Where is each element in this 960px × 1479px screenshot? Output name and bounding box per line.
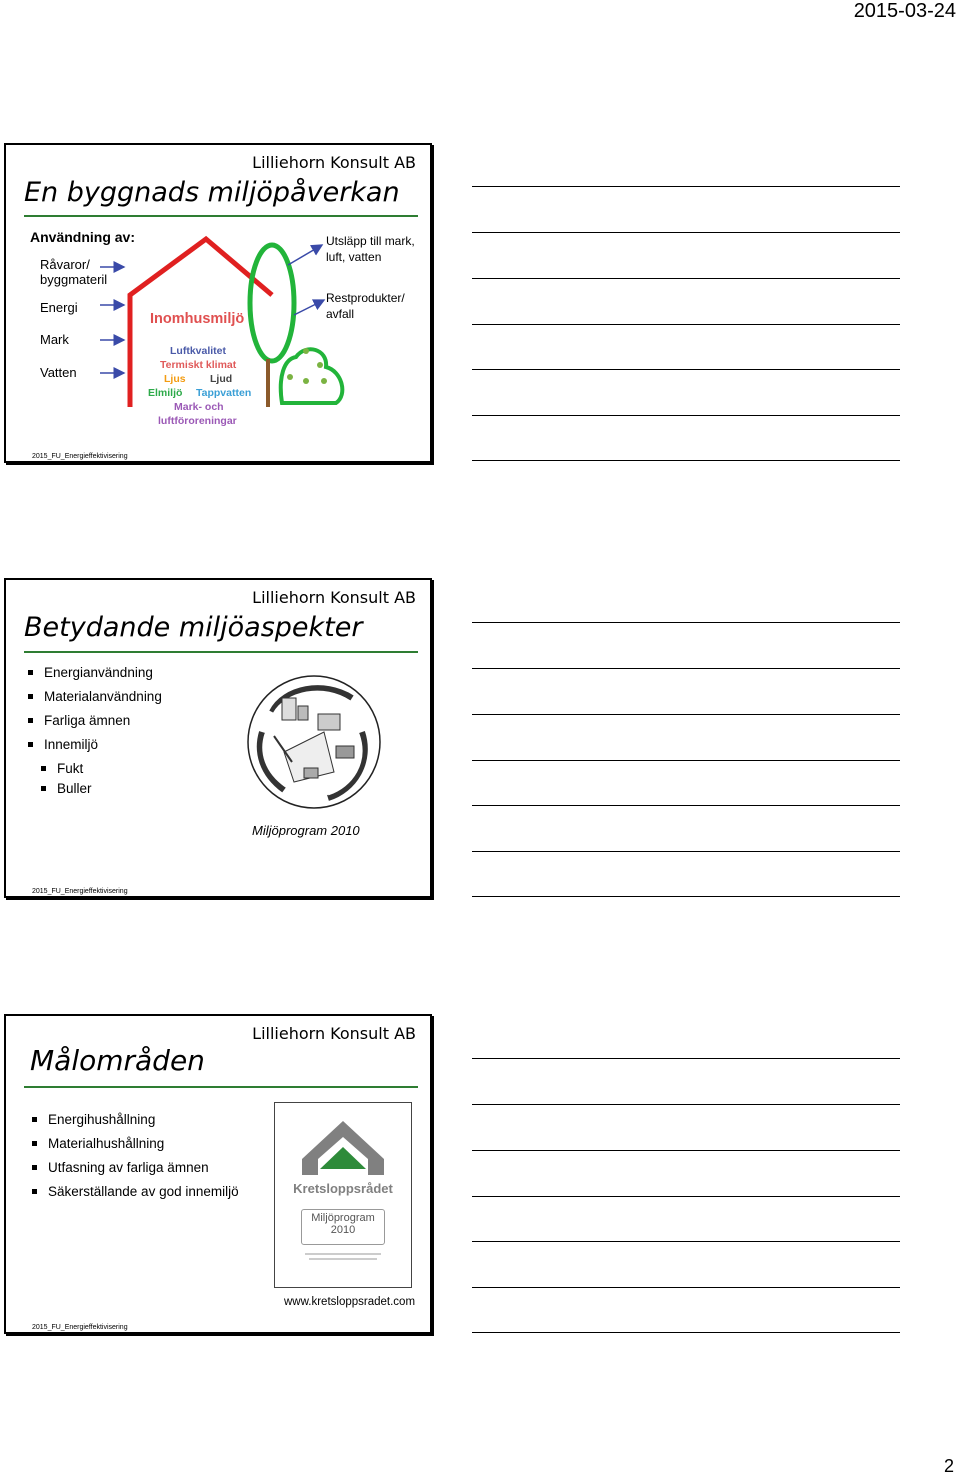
indoor-mark-och: Mark- och: [174, 401, 224, 413]
notes-lines-1: [472, 186, 900, 462]
slide-footer: 2015_FU_Energieffektivisering: [32, 888, 128, 895]
bullet-item: Innemiljö: [28, 737, 162, 752]
company-name: Lilliehorn Konsult AB: [252, 1024, 416, 1043]
bullet-item: Materialanvändning: [28, 689, 162, 704]
kretsloppsradet-logo-box: [274, 1102, 412, 1288]
lifecycle-illustration: [244, 672, 384, 812]
slide-title: Betydande miljöaspekter: [24, 612, 363, 643]
arrow-emissions: [288, 245, 322, 265]
indoor-ljud: Ljud: [210, 373, 233, 385]
bullet-list: [28, 665, 162, 801]
company-name: Lilliehorn Konsult AB: [252, 588, 416, 607]
usage-heading: Användning av:: [30, 229, 136, 245]
program-year: 2010: [330, 1224, 356, 1236]
page-date: 2015-03-24: [853, 0, 956, 22]
output-emissions-2: luft, vatten: [326, 250, 382, 264]
output-emissions: Utsläpp till mark,: [326, 234, 415, 248]
program-fineprint: [309, 1258, 377, 1260]
title-rule: [24, 651, 418, 653]
notes-lines-3: [472, 1058, 900, 1334]
indoor-ljus: Ljus: [164, 373, 186, 385]
sub-bullet-item: Fukt: [41, 761, 162, 776]
input-land: Mark: [40, 332, 69, 347]
bullet-list: [32, 1112, 239, 1208]
slide-title: En byggnads miljöpåverkan: [24, 177, 400, 208]
bullet-item: Energihushållning: [32, 1112, 239, 1127]
slide-footer: 2015_FU_Energieffektivisering: [32, 453, 128, 460]
slide-2: [4, 578, 432, 898]
bullet-item: Energianvändning: [28, 665, 162, 680]
indoor-luftfororeningar: luftföroreningar: [158, 415, 237, 427]
slide-footer: 2015_FU_Energieffektivisering: [32, 1324, 128, 1331]
logo-name: Kretsloppsrådet: [293, 1181, 393, 1196]
input-water: Vatten: [40, 365, 77, 380]
notes-lines-2: [472, 622, 900, 898]
output-waste: Restprodukter/: [326, 291, 405, 305]
input-raw-materials-2: byggmateril: [40, 272, 108, 287]
indoor-elmiljo: Elmiljö: [148, 387, 183, 399]
arrow-waste: [294, 300, 324, 315]
company-name: Lilliehorn Konsult AB: [252, 153, 416, 172]
title-rule: [24, 1086, 418, 1088]
indoor-luftkvalitet: Luftkvalitet: [170, 345, 227, 357]
input-raw-materials: Råvaror/: [40, 257, 90, 272]
slide-title: Målområden: [30, 1044, 205, 1077]
program-badge: [301, 1209, 385, 1245]
bullet-item: Säkerställande av god innemiljö: [32, 1184, 239, 1199]
program-label: Miljöprogram: [311, 1212, 375, 1224]
slide-1: [4, 143, 432, 463]
bullet-item: Materialhushållning: [32, 1136, 239, 1151]
image-caption: Miljöprogram 2010: [252, 823, 360, 838]
input-energy: Energi: [40, 300, 78, 315]
house-logo-icon: [298, 1117, 388, 1177]
website-url: www.kretsloppsradet.com: [284, 1296, 416, 1308]
indoor-tappvatten: Tappvatten: [196, 387, 252, 399]
sub-bullet-item: Buller: [41, 781, 162, 796]
indoor-termiskt: Termiskt klimat: [160, 359, 237, 371]
slide-3: [4, 1014, 432, 1334]
program-fineprint: [305, 1253, 381, 1255]
bullet-item: Utfasning av farliga ämnen: [32, 1160, 239, 1175]
output-waste-2: avfall: [326, 307, 355, 321]
tree-crown: [250, 245, 294, 361]
indoor-title: Inomhusmiljö: [150, 311, 245, 327]
bullet-item: Farliga ämnen: [28, 713, 162, 728]
page-number: 2: [943, 1456, 954, 1476]
